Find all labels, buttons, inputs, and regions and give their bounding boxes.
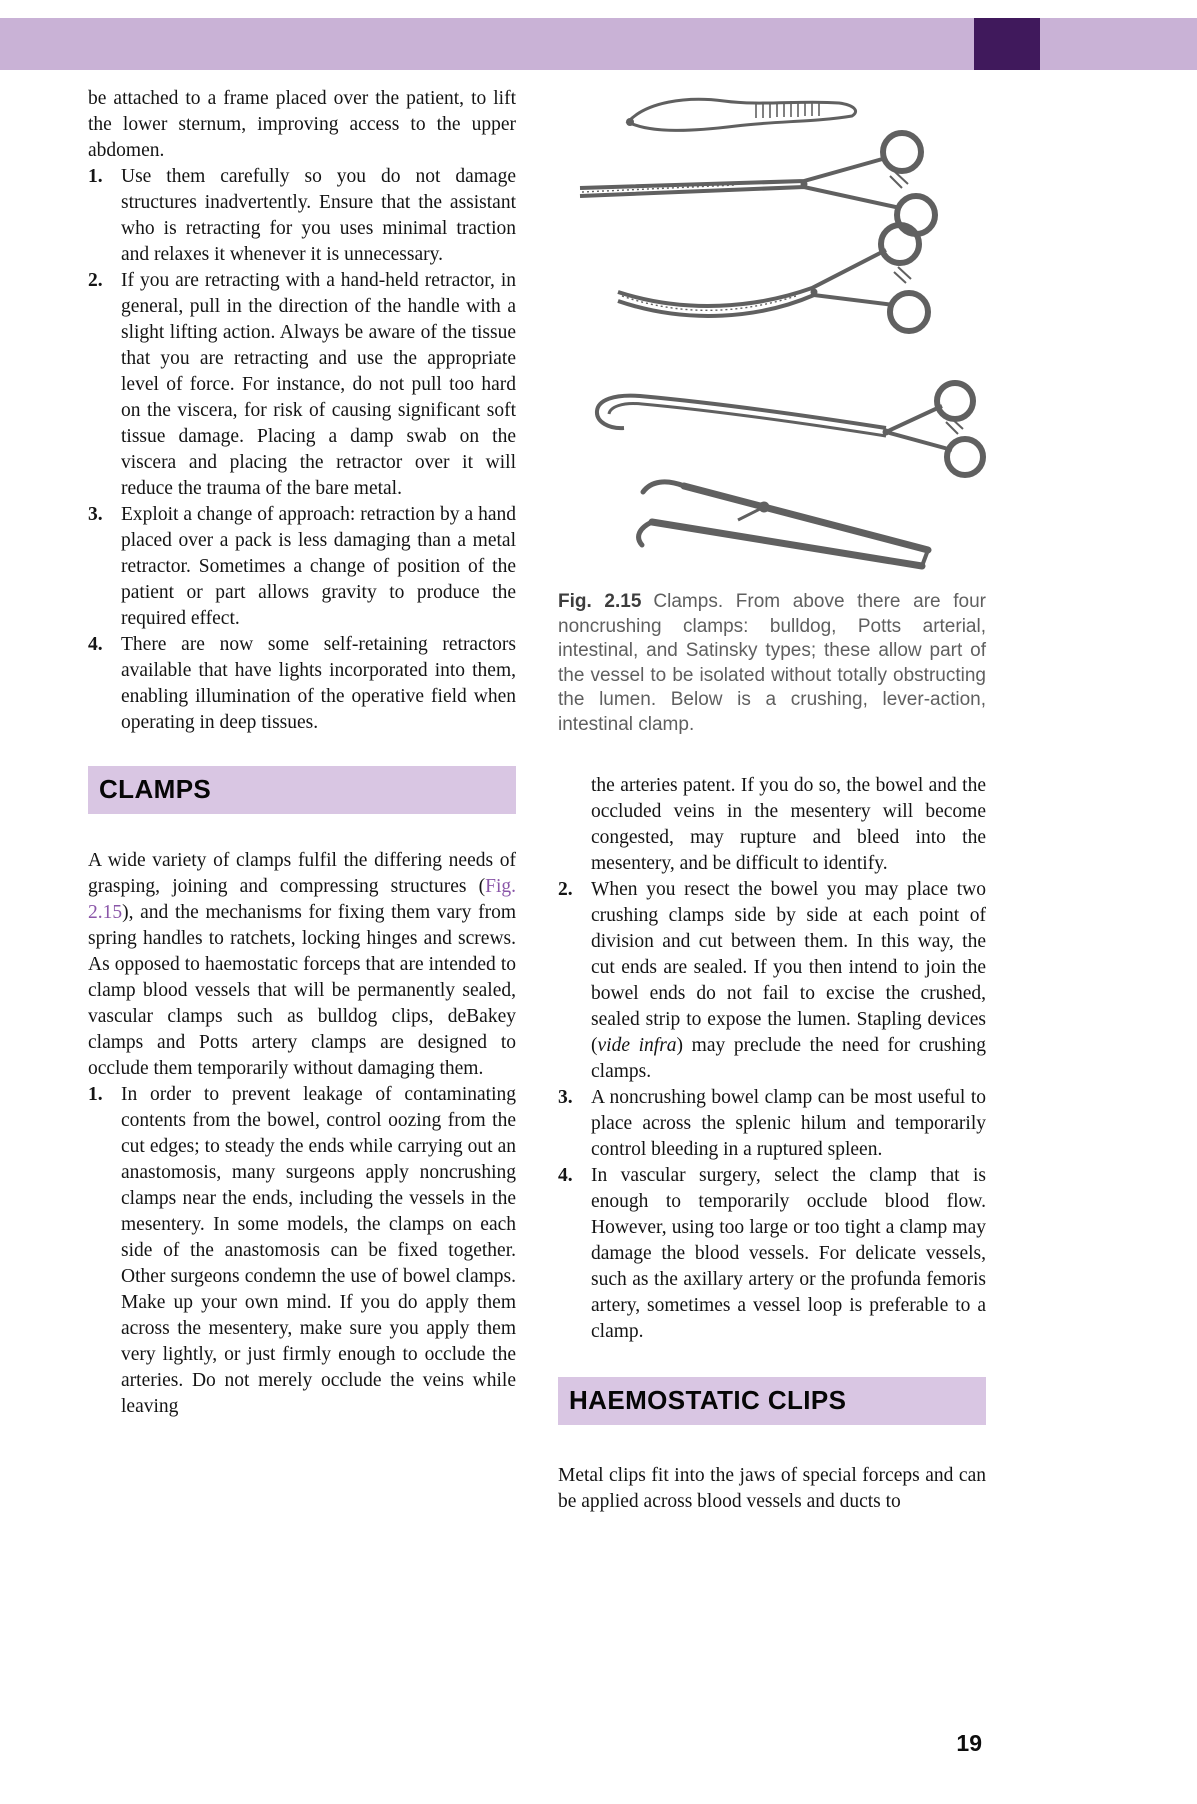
page-number: 19 <box>956 1730 982 1756</box>
right-continuation-paragraph: the arteries patent. If you do so, the bowel and the occluded veins in the mesentery will become congested, may rupture and bleed into the mesentery, and be difficult to identify. <box>591 775 986 874</box>
list-text: If you are retracting with a hand-held retractor, in general, pull in the direction of the handle with a slight lifting action. Always be aware of the tissue that you are retracting and use the appropriate level of force. For instance, do not pull too hard on the viscera, for risk of causing significant soft tissue damage. Placing a damp swab on the viscera and placing the retractor over it will reduce the trauma of the bare metal. <box>121 270 516 499</box>
list-number: 2. <box>88 270 103 291</box>
bulldog-clamp-drawing <box>626 99 856 130</box>
header-band <box>0 18 1197 70</box>
figure-caption-text: Clamps. From above there are four noncrushing clamps: bulldog, Potts arterial, intestinal, and Satinsky types; these allow part of the vessel to be isolated without totally obstructing the lumen. Below is a crushing, lever-action, intestinal clamp. <box>558 591 987 735</box>
list-text: Use them carefully so you do not damage structures inadvertently. Ensure that the assistant who is retracting for you uses minimal traction and relaxes it whenever it is unnecessary. <box>121 166 516 265</box>
figure-cross-reference-link[interactable]: Fig. 2.15 <box>88 876 516 923</box>
figure-2-15 <box>558 84 986 737</box>
list-item <box>88 1082 516 1420</box>
list-text: In vascular surgery, select the clamp that is enough to temporarily occlude blood flow. However, using too large or too tight a clamp may damage the blood vessels. For delicate vessels, such as the axillary artery or the profunda femoris artery, sometimes a vessel loop is preferable to a clamp. <box>591 1165 986 1342</box>
list-text: Exploit a change of approach: retraction by a hand placed over a pack is less damaging than a metal retractor. Sometimes a change of position of the patient or part allows gravity to produce the required effect. <box>121 504 516 629</box>
left-column <box>88 86 516 1515</box>
list-item <box>558 1163 986 1345</box>
list-item <box>88 502 516 632</box>
list-text <box>591 877 986 1085</box>
intro-continuation-paragraph: be attached to a frame placed over the patient, to lift the lower sternum, improving access to the upper abdomen. <box>88 88 516 161</box>
potts-arterial-clamp-drawing <box>580 133 935 234</box>
clamps-illustration <box>556 84 1008 584</box>
satinsky-clamp-drawing <box>597 383 983 475</box>
list-item <box>558 877 986 1085</box>
page-content <box>88 86 988 1515</box>
header-corner-square <box>974 18 1040 70</box>
clamps-intro-post: ), and the mechanisms for fixing them vary from spring handles to ratchets, locking hinges and screws. As opposed to haemostatic forceps that are intended to clamp blood vessels that will be permanently sealed, vascular clamps such as bulldog clips, deBakey clamps and Potts artery clamps are designed to occlude them temporarily without damaging them. <box>88 902 516 1079</box>
list-text: A noncrushing bowel clamp can be most useful to place across the splenic hilum and temporarily control bleeding in a ruptured spleen. <box>591 1087 986 1160</box>
list-item <box>88 164 516 268</box>
clamps-intro-paragraph <box>88 848 516 1082</box>
haemostatic-intro-paragraph: Metal clips fit into the jaws of special forceps and can be applied across blood vessels and ducts to <box>558 1465 986 1512</box>
section-heading-clamps: CLAMPS <box>88 766 516 814</box>
crushing-clamp-drawing <box>639 482 928 566</box>
list-number: 1. <box>88 1084 103 1105</box>
right-column <box>558 86 986 1515</box>
list-text-post: ) may preclude the need for crushing clamps. <box>591 1035 986 1082</box>
list-item <box>88 632 516 736</box>
list-number: 4. <box>88 634 103 655</box>
clamps-intro-pre: A wide variety of clamps fulfil the differing needs of grasping, joining and compressing structures ( <box>88 850 516 897</box>
list-number: 4. <box>558 1165 573 1186</box>
list-number: 3. <box>88 504 103 525</box>
list-text: In order to prevent leakage of contaminating contents from the bowel, control oozing from the cut edges; to steady the ends while carrying out an anastomosis, many surgeons apply noncrushing clamps near the ends, including the vessels in the mesentery. In some models, the clamps on each side of the anastomosis can be fixed together. Other surgeons condemn the use of bowel clamps. Make up your own mind. If you do apply them across the mesentery, make sure you apply them very lightly, or just firmly enough to occlude the arteries. Do not merely occlude the veins while leaving <box>121 1084 516 1417</box>
intestinal-clamp-drawing <box>618 225 928 331</box>
list-number: 2. <box>558 879 573 900</box>
section-heading-haemostatic-clips: HAEMOSTATIC CLIPS <box>558 1377 986 1425</box>
figure-caption-label: Fig. 2.15 <box>558 591 642 612</box>
figure-caption <box>558 590 986 737</box>
list-text-pre: When you resect the bowel you may place two crushing clamps side by side at each point of division and cut between them. In this way, the cut ends are sealed. If you then intend to join the bowel ends do not fail to excise the crushed, sealed strip to expose the lumen. Stapling devices ( <box>591 879 986 1056</box>
list-item <box>88 268 516 502</box>
list-number: 1. <box>88 166 103 187</box>
list-text-italic: vide infra <box>597 1035 677 1056</box>
list-number: 3. <box>558 1087 573 1108</box>
list-text: There are now some self-retaining retractors available that have lights incorporated into them, enabling illumination of the operative field when operating in deep tissues. <box>121 634 516 733</box>
list-item <box>558 1085 986 1163</box>
